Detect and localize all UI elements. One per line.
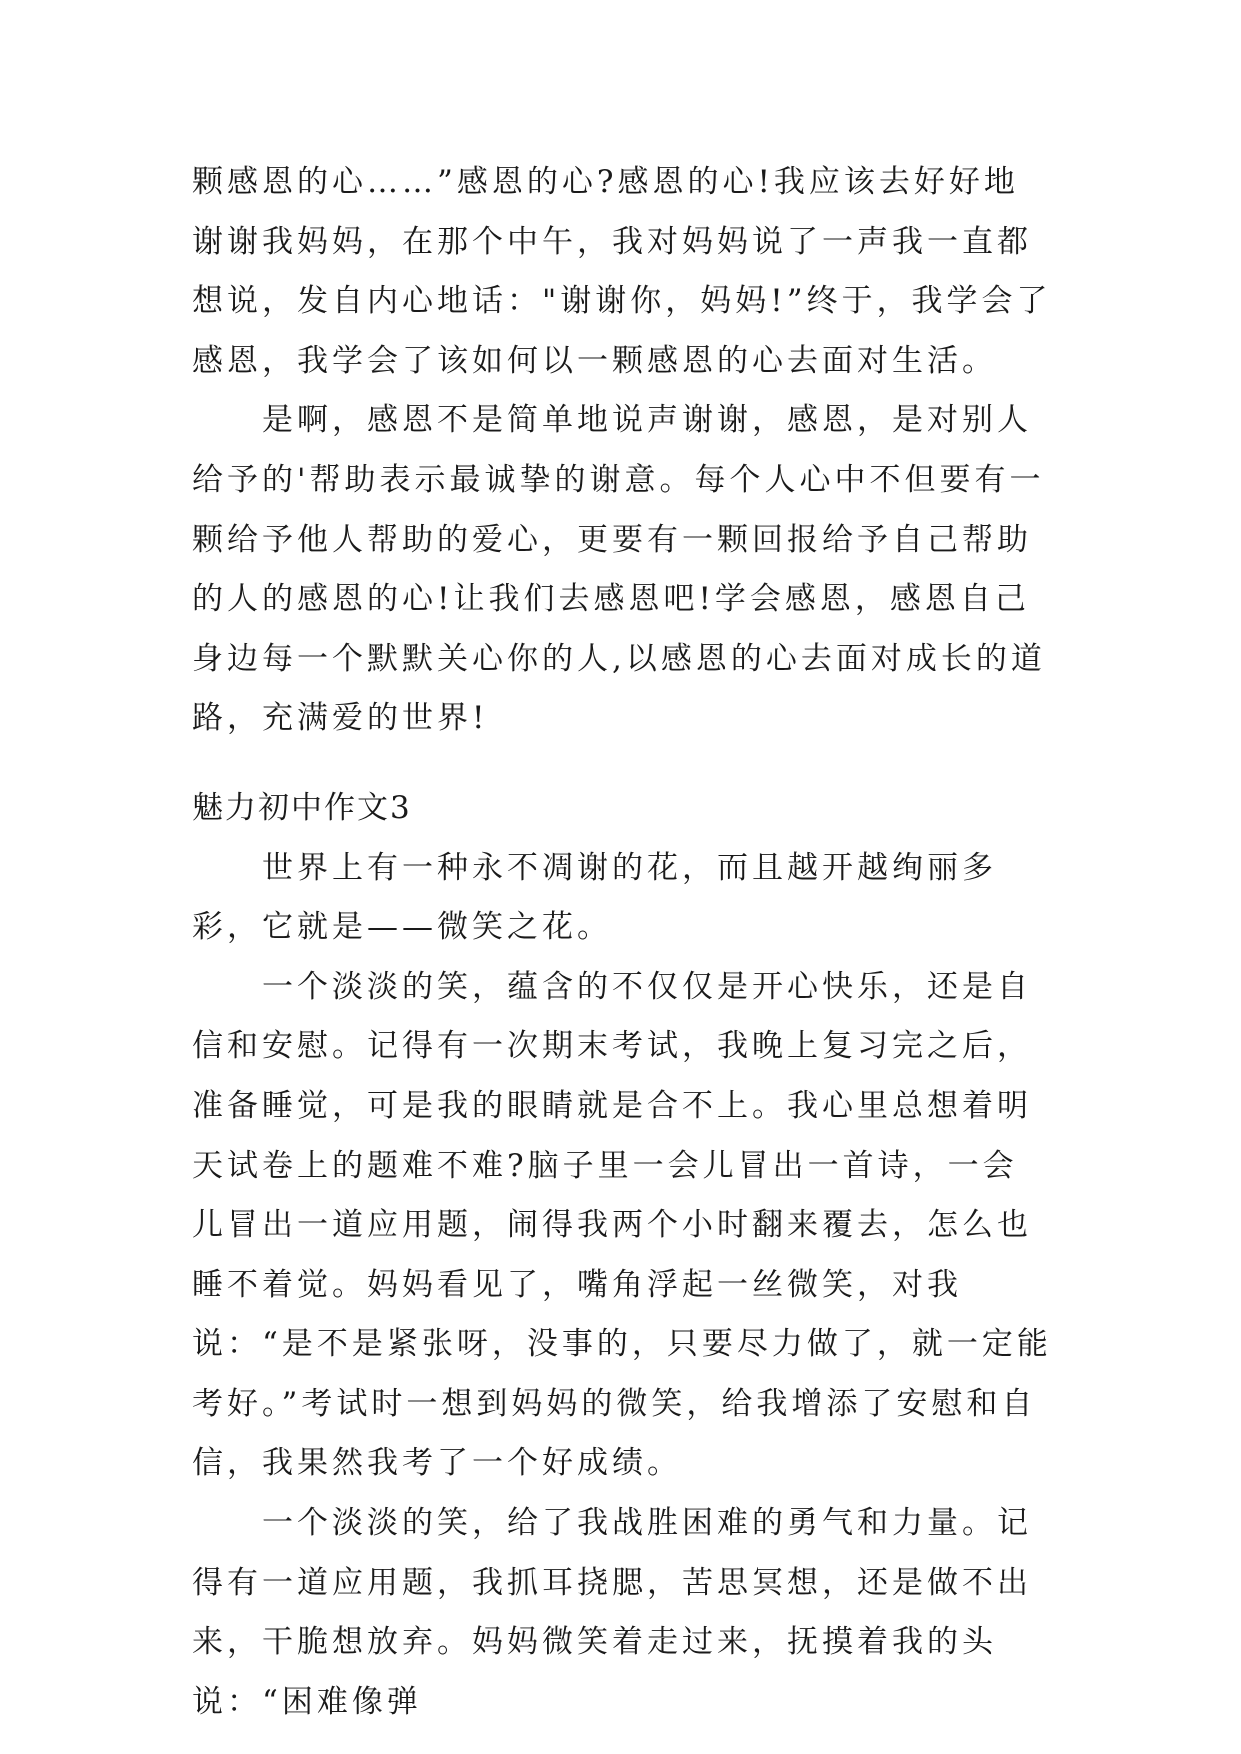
paragraph-exam-story: 一个淡淡的笑，蕴含的不仅仅是开心快乐，还是自信和安慰。记得有一次期末考试，我晚上复习完之后，准备睡觉，可是我的眼睛就是合不上。我心里总想着明天试卷上的题难不难?脑子里一会儿冒出一首诗，一会儿冒出一道应用题，闹得我两个小时翻来覆去，怎么也睡不着觉。妈妈看见了，嘴角浮起一丝微笑，对我说：“是不是紧张呀，没事的，只要尽力做了，就一定能考好。”考试时一想到妈妈的微笑，给我增添了安慰和自信，我果然我考了一个好成绩。 [192,968,1052,1482]
paragraph-courage-story: 一个淡淡的笑，给了我战胜困难的勇气和力量。记得有一道应用题，我抓耳挠腮，苦思冥想，还是做不出来，干脆想放弃。妈妈微笑着走过来，抚摸着我的头说：“困难像弹 [192,1505,1032,1720]
essay-heading: 魅力初中作文3 [192,789,412,826]
document-body [192,153,1052,1732]
paragraph-continuation: 颗感恩的心……”感恩的心?感恩的心!我应该去好好地谢谢我妈妈，在那个中午，我对妈妈说了一声我一直都想说，发自内心地话："谢谢你，妈妈!”终于，我学会了感恩，我学会了该如何以一颗感恩的心去面对生活。 [192,164,1052,379]
paragraph-gratitude-summary: 是啊，感恩不是简单地说声谢谢，感恩，是对别人给予的'帮助表示最诚挚的谢意。每个人心中不但要有一颗给予他人帮助的爱心，更要有一颗回报给予自己帮助的人的感恩的心!让我们去感恩吧!学会感恩，感恩自己身边每一个默默关心你的人,以感恩的心去面对成长的道路，充满爱的世界! [192,402,1046,737]
paragraph-smile-flower: 世界上有一种永不凋谢的花，而且越开越绚丽多彩，它就是——微笑之花。 [192,849,997,946]
